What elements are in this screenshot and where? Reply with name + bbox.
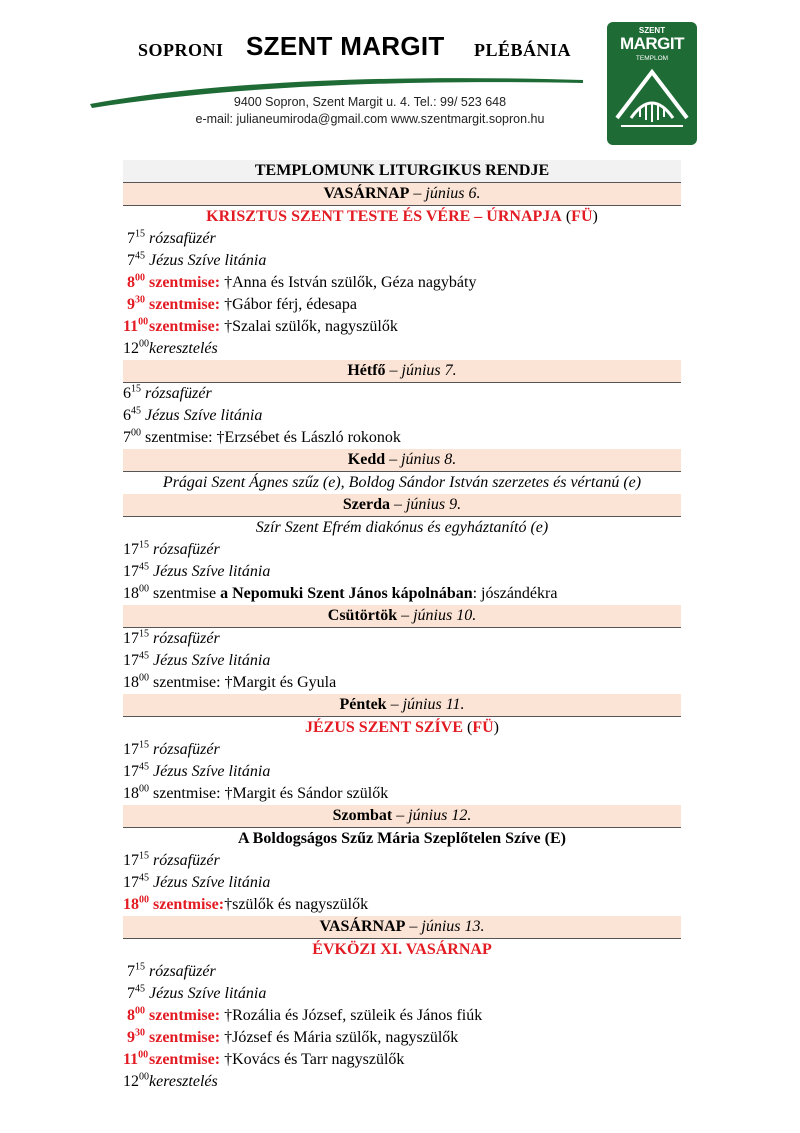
entry-time <box>123 405 141 427</box>
feast-title <box>123 717 681 739</box>
day-name: Szerda <box>342 496 390 513</box>
header-word-right: PLÉBÁNIA <box>474 40 572 60</box>
day-name: VASÁRNAP <box>319 918 406 935</box>
day-header <box>123 449 681 472</box>
schedule-entry <box>123 561 681 583</box>
entry-time <box>123 1071 149 1093</box>
schedule-entry <box>123 650 681 672</box>
entry-label: Jézus Szíve litánia <box>149 985 267 1002</box>
schedule-entry <box>123 783 681 805</box>
entry-hour: 17 <box>123 763 139 780</box>
entry-minute: 00 <box>138 316 149 328</box>
entry-label: keresztelés <box>149 1073 218 1090</box>
entry-time <box>123 628 149 650</box>
feast-name: ÉVKÖZI XI. VASÁRNAP <box>312 941 492 958</box>
feast-rank: FÜ <box>571 208 593 225</box>
entry-label: Jézus Szíve litánia <box>153 652 271 669</box>
day-name: Csütörtök <box>327 607 398 624</box>
entry-time <box>123 783 149 805</box>
day-header <box>123 494 681 517</box>
entry-time <box>123 961 145 983</box>
schedule-entry <box>123 872 681 894</box>
logo-text-top: SZENT <box>638 26 666 35</box>
entry-time <box>123 894 149 916</box>
day-date: – június 13. <box>405 918 485 935</box>
entry-time <box>123 761 149 783</box>
schedule-entry <box>123 1071 681 1093</box>
schedule-entry <box>123 961 681 983</box>
feast-title <box>123 206 681 228</box>
entry-minute: 15 <box>135 228 145 240</box>
entry-time <box>123 383 141 405</box>
schedule-entry <box>123 1027 681 1049</box>
entry-minute: 00 <box>139 1071 149 1083</box>
entry-minute: 15 <box>139 628 149 640</box>
entry-minute: 15 <box>139 539 149 551</box>
saint-of-day: Szír Szent Efrém diakónus és egyháztanító (e) <box>255 519 549 536</box>
day-header <box>123 183 681 206</box>
entry-minute: 45 <box>135 250 145 262</box>
entry-label: szentmise: <box>149 318 221 335</box>
feast-paren-open: ( <box>463 719 473 736</box>
entry-time <box>123 583 149 605</box>
entry-hour: 6 <box>123 385 131 402</box>
entry-label: szentmise: <box>149 296 221 313</box>
entry-intention: †József és Mária szülők, nagyszülők <box>220 1029 459 1046</box>
header-word-left: SOPRONI <box>138 40 224 60</box>
entry-hour: 12 <box>123 1073 139 1090</box>
entry-hour: 17 <box>123 741 139 758</box>
entry-hour: 6 <box>123 407 131 424</box>
entry-time <box>123 294 145 316</box>
address-line: 9400 Sopron, Szent Margit u. 4. Tel.: 99/ 523 648 <box>233 95 507 109</box>
entry-hour: 11 <box>123 318 139 335</box>
entry-minute: 45 <box>139 561 149 573</box>
schedule-entry <box>123 628 681 650</box>
schedule-entry <box>123 850 681 872</box>
entry-label: szentmise <box>153 585 221 602</box>
day-name: Hétfő <box>347 362 386 379</box>
entry-time <box>123 228 145 250</box>
entry-minute: 45 <box>131 405 141 417</box>
entry-label: rózsafüzér <box>149 963 216 980</box>
entry-minute: 15 <box>139 850 149 862</box>
entry-hour: 17 <box>123 563 139 580</box>
entry-minute: 15 <box>131 383 141 395</box>
entry-intention: †Kovács és Tarr nagyszülők <box>220 1051 405 1068</box>
entry-label: Jézus Szíve litánia <box>153 763 271 780</box>
entry-hour: 17 <box>123 852 139 869</box>
entry-label: szentmise: <box>149 1029 221 1046</box>
schedule-entry <box>123 1049 681 1071</box>
entry-hour: 18 <box>123 674 139 691</box>
day-header <box>123 916 681 939</box>
entry-minute: 00 <box>135 1005 145 1017</box>
entry-time <box>123 672 149 694</box>
entry-label: rózsafüzér <box>153 741 220 758</box>
day-name: Péntek <box>339 696 387 713</box>
entry-label: Jézus Szíve litánia <box>145 407 263 424</box>
entry-label: Jézus Szíve litánia <box>153 874 271 891</box>
entry-hour: 7 <box>127 252 135 269</box>
feast-paren-close: ) <box>493 719 499 736</box>
entry-hour: 7 <box>127 230 135 247</box>
day-header <box>123 360 681 383</box>
schedule-entry <box>123 316 681 338</box>
entry-intention: †Anna és István szülők, Géza nagybáty <box>220 274 477 291</box>
entry-label: szentmise: <box>149 274 221 291</box>
entry-minute: 00 <box>139 894 149 906</box>
entry-hour: 9 <box>127 1029 135 1046</box>
day-date: – június 8. <box>385 451 457 468</box>
day-date: – június 6. <box>409 185 481 202</box>
entry-time <box>123 272 145 294</box>
day-name: VASÁRNAP <box>323 185 410 202</box>
feast-paren-open: ( <box>561 208 572 225</box>
saint-name: A Boldogságos Szűz Mária Szeplőtelen Szíve <box>238 830 541 847</box>
entry-hour: 12 <box>123 340 139 357</box>
entry-hour: 7 <box>123 429 131 446</box>
entry-label: szentmise: †Margit és Gyula <box>153 674 337 691</box>
entry-minute: 00 <box>131 427 141 439</box>
schedule-entry <box>123 894 681 916</box>
saint-of-day: Prágai Szent Ágnes szűz (e), Boldog Sándor István szerzetes és vértanú (e) <box>162 474 642 491</box>
entry-intention: †Gábor férj, édesapa <box>220 296 357 313</box>
day-header <box>123 694 681 717</box>
logo-text-bottom: TEMPLOM <box>635 55 669 62</box>
feast-name: JÉZUS SZENT SZÍVE <box>305 719 463 736</box>
entry-minute: 00 <box>139 583 149 595</box>
header-word-mid: SZENT MARGIT <box>246 31 445 61</box>
schedule-entry <box>123 583 681 605</box>
entry-hour: 8 <box>127 1007 135 1024</box>
church-icon <box>613 60 691 140</box>
entry-minute: 00 <box>138 1049 149 1061</box>
day-date: – június 12. <box>392 807 472 824</box>
parish-logo <box>607 22 697 145</box>
schedule-entry <box>123 294 681 316</box>
day-date: – június 10. <box>397 607 477 624</box>
entry-label: szentmise: †Margit és Sándor szülők <box>153 785 389 802</box>
entry-minute: 45 <box>139 650 149 662</box>
entry-location: a Nepomuki Szent János kápolnában <box>220 585 473 602</box>
liturgy-schedule <box>123 160 681 1093</box>
feast-name: KRISZTUS SZENT TESTE ÉS VÉRE – ÚRNAPJA <box>206 208 562 225</box>
schedule-entry <box>123 761 681 783</box>
entry-minute: 00 <box>139 338 149 350</box>
entry-time <box>123 983 145 1005</box>
entry-label: keresztelés <box>149 340 218 357</box>
entry-hour: 18 <box>123 785 139 802</box>
entry-time <box>123 250 145 272</box>
entry-hour: 17 <box>123 652 139 669</box>
entry-intention: : jószándékra <box>472 585 558 602</box>
schedule-entry <box>123 338 681 360</box>
entry-time <box>123 1049 149 1071</box>
feast-title <box>123 939 681 961</box>
entry-minute: 45 <box>135 983 145 995</box>
entry-time <box>123 850 149 872</box>
entry-minute: 15 <box>139 739 149 751</box>
day-date: – június 11. <box>386 696 465 713</box>
entry-time <box>123 338 149 360</box>
entry-hour: 18 <box>123 585 139 602</box>
schedule-entry <box>123 272 681 294</box>
schedule-entry <box>123 1005 681 1027</box>
day-name: Szombat <box>332 807 393 824</box>
entry-minute: 00 <box>139 672 149 684</box>
entry-hour: 8 <box>127 274 135 291</box>
entry-minute: 15 <box>135 961 145 973</box>
entry-time <box>123 650 149 672</box>
schedule-entry <box>123 228 681 250</box>
entry-time <box>123 539 149 561</box>
entry-hour: 17 <box>123 874 139 891</box>
entry-label: rózsafüzér <box>153 541 220 558</box>
schedule-entry <box>123 383 681 405</box>
entry-hour: 17 <box>123 630 139 647</box>
entry-time <box>123 739 149 761</box>
schedule-entry <box>123 405 681 427</box>
day-header <box>123 605 681 628</box>
entry-minute: 00 <box>135 272 145 284</box>
schedule-entry <box>123 539 681 561</box>
entry-label: szentmise: <box>153 896 225 913</box>
schedule-entry <box>123 739 681 761</box>
entry-hour: 18 <box>123 896 139 913</box>
day-date: – június 9. <box>389 496 462 513</box>
entry-minute: 45 <box>139 761 149 773</box>
entry-hour: 17 <box>123 541 139 558</box>
entry-label: rózsafüzér <box>149 230 216 247</box>
entry-label: szentmise: <box>149 1007 221 1024</box>
entry-time <box>123 561 149 583</box>
entry-time <box>123 316 149 338</box>
schedule-entry <box>123 427 681 449</box>
schedule-title: TEMPLOMUNK LITURGIKUS RENDJE <box>123 160 681 183</box>
entry-label: szentmise: <box>149 1051 221 1068</box>
entry-time <box>123 872 149 894</box>
day-header <box>123 805 681 828</box>
entry-label: Jézus Szíve litánia <box>149 252 267 269</box>
entry-minute: 45 <box>139 872 149 884</box>
entry-minute: 30 <box>135 294 145 306</box>
entry-intention: †Rozália és József, szüleik és János fiúk <box>220 1007 483 1024</box>
schedule-entry <box>123 672 681 694</box>
entry-hour: 9 <box>127 296 135 313</box>
entry-time <box>123 1027 145 1049</box>
entry-intention: †szülők és nagyszülők <box>224 896 369 913</box>
entry-hour: 11 <box>123 1051 139 1068</box>
letterhead <box>0 0 800 150</box>
day-date: – június 7. <box>385 362 457 379</box>
entry-time <box>123 427 141 449</box>
entry-hour: 7 <box>127 985 135 1002</box>
day-name: Kedd <box>347 451 386 468</box>
saint-of-day <box>123 828 681 850</box>
entry-label: Jézus Szíve litánia <box>153 563 271 580</box>
feast-rank: FÜ <box>472 719 494 736</box>
contact-line: e-mail: julianeumiroda@gmail.com www.szentmargit.sopron.hu <box>195 112 545 126</box>
saint-rank: (E) <box>540 830 566 847</box>
logo-text-mid: MARGIT <box>619 34 685 53</box>
entry-minute: 30 <box>135 1027 145 1039</box>
entry-label: rózsafüzér <box>145 385 212 402</box>
schedule-entry <box>123 983 681 1005</box>
entry-time <box>123 1005 145 1027</box>
entry-hour: 7 <box>127 963 135 980</box>
entry-label: rózsafüzér <box>153 630 220 647</box>
feast-paren-close: ) <box>592 208 598 225</box>
entry-label: rózsafüzér <box>153 852 220 869</box>
entry-minute: 00 <box>139 783 149 795</box>
entry-label: szentmise: †Erzsébet és László rokonok <box>145 429 401 446</box>
entry-intention: †Szalai szülők, nagyszülők <box>220 318 398 335</box>
schedule-entry <box>123 250 681 272</box>
